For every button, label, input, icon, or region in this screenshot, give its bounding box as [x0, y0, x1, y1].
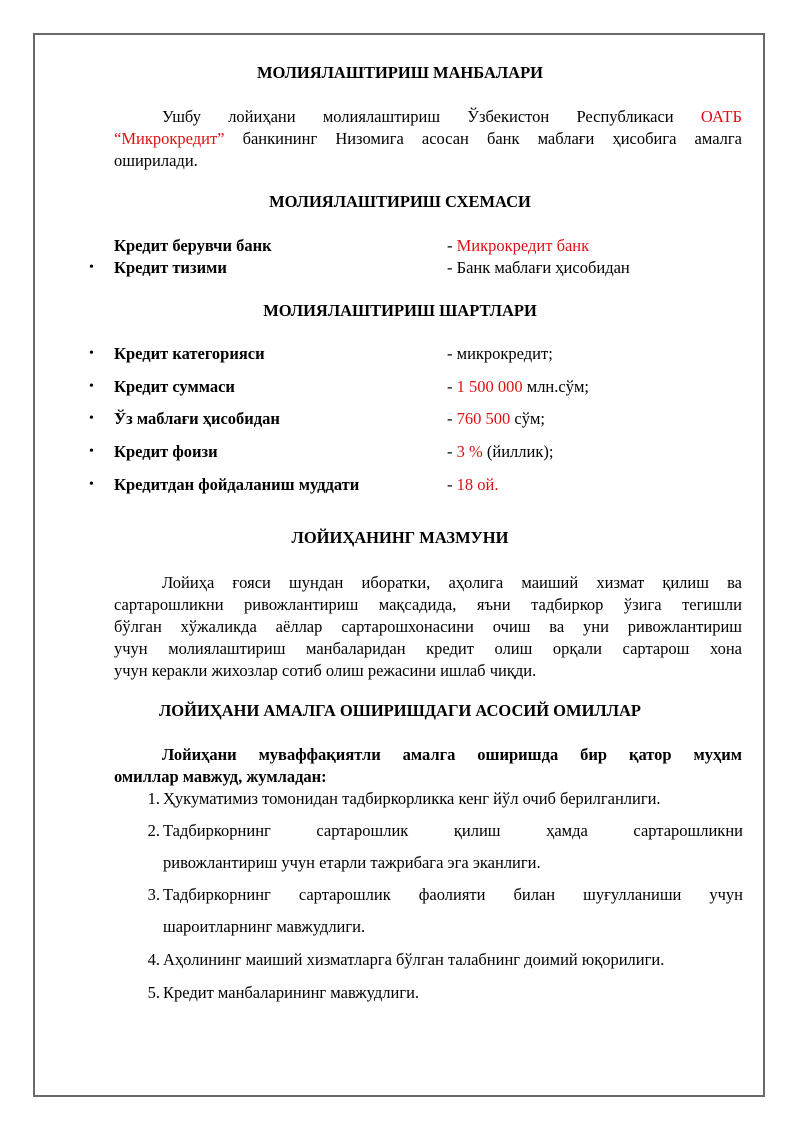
paragraph-line: учун керакли жихозлар сотиб олиш режасини ишлаб чиқди.	[114, 661, 537, 680]
paragraph-line: сартарошликни ривожлантириш мақсадида, яъни тадбиркор ўзига тегишли	[114, 595, 742, 614]
list-item: Ҳукуматимиз томонидан тадбиркорликка кенг йўл очиб берилганлиги.	[163, 789, 661, 808]
bank-name-highlight: “Микрокредит”	[114, 129, 225, 148]
section-title-project-content: ЛОЙИҲАНИНГ МАЗМУНИ	[291, 528, 509, 547]
dash: -	[447, 475, 457, 494]
bank-type-highlight: ОАТБ	[700, 107, 742, 126]
bullet: •	[89, 260, 94, 275]
dash: -	[447, 442, 457, 461]
paragraph-line: оширилади.	[114, 151, 198, 170]
term-value-highlight: 1 500 000	[456, 377, 523, 396]
paragraph-line	[114, 128, 742, 150]
dash: -	[447, 344, 457, 363]
list-number: 5.	[147, 983, 160, 1002]
list-number: 1.	[147, 789, 160, 808]
bullet: •	[89, 346, 94, 361]
scheme-value-system	[447, 258, 630, 278]
bullet: •	[89, 477, 94, 492]
scheme-label-lender: Кредит берувчи банк	[114, 236, 272, 255]
list-item: Тадбиркорнинг сартарошлик қилиш ҳамда сартарошликни	[163, 821, 743, 840]
lender-name: Микрокредит банк	[456, 236, 590, 255]
term-label: Ўз маблағи ҳисобидан	[114, 409, 280, 428]
credit-system-value: Банк маблағи ҳисобидан	[456, 258, 630, 277]
term-label: Кредит категорияси	[114, 344, 265, 363]
term-value-highlight: 760 500	[456, 409, 511, 428]
section-title-funding-terms: МОЛИЯЛАШТИРИШ ШАРТЛАРИ	[263, 301, 537, 320]
paragraph-line: Лойиҳа ғояси шундан иборатки, аҳолига маиший хизмат қилиш ва	[162, 573, 742, 592]
text-span: банкининг Низомига асосан банк маблағи ҳисобига амалга	[224, 129, 742, 148]
term-value-text: млн.сўм;	[522, 377, 589, 396]
term-label: Кредит фоизи	[114, 442, 218, 461]
dash: -	[447, 236, 457, 255]
list-item-continuation: шароитларнинг мавжудлиги.	[163, 917, 366, 936]
funding-sources-paragraph	[114, 106, 742, 172]
term-value-text: .	[494, 475, 499, 494]
paragraph-line: Лойиҳани муваффақиятли амалга оширишда бир қатор муҳим	[162, 745, 742, 764]
list-item: Тадбиркорнинг сартарошлик фаолияти билан шуғулланиши учун	[163, 885, 743, 904]
paragraph-line: учун молиялаштириш манбаларидан кредит олиш орқали сартарош хона	[114, 639, 742, 658]
term-label: Кредит суммаси	[114, 377, 235, 396]
bullet: •	[89, 379, 94, 394]
term-value	[447, 409, 545, 429]
list-number: 3.	[147, 885, 160, 904]
term-value	[447, 442, 553, 462]
list-item: Аҳолининг маиший хизматларга бўлган талабнинг доимий юқорилиги.	[163, 950, 665, 969]
paragraph-line	[114, 106, 742, 128]
term-label: Кредитдан фойдаланиш муддати	[114, 475, 360, 494]
bullet: •	[89, 444, 94, 459]
dash: -	[447, 409, 457, 428]
scheme-label-system: Кредит тизими	[114, 258, 227, 277]
list-item-continuation: ривожлантириш учун етарли тажрибага эга эканлиги.	[163, 853, 541, 872]
term-value-text: (йиллик);	[482, 442, 554, 461]
term-value-text: микрокредит;	[456, 344, 553, 363]
term-value-highlight: 3 %	[456, 442, 483, 461]
list-item: Кредит манбаларининг мавжудлиги.	[163, 983, 420, 1002]
paragraph-line: бўлган хўжаликда аёллар сартарошхонасини очиш ва уни ривожлантириш	[114, 617, 742, 636]
bullet: •	[89, 411, 94, 426]
term-value	[447, 475, 498, 495]
paragraph-line: омиллар мавжуд, жумладан:	[114, 767, 327, 786]
list-number: 4.	[147, 950, 160, 969]
term-value	[447, 377, 589, 397]
term-value	[447, 344, 553, 364]
dash: -	[447, 258, 457, 277]
text-span: Ушбу лойиҳани молиялаштириш Ўзбекистон Республикаси	[162, 107, 701, 126]
key-factors-intro	[114, 744, 742, 788]
project-content-paragraph	[114, 572, 742, 682]
scheme-value-lender	[447, 236, 589, 256]
section-title-funding-scheme: МОЛИЯЛАШТИРИШ СХЕМАСИ	[269, 192, 531, 211]
term-value-text: сўм;	[510, 409, 545, 428]
term-value-highlight: 18 ой	[456, 475, 495, 494]
list-number: 2.	[147, 821, 160, 840]
section-title-funding-sources: МОЛИЯЛАШТИРИШ МАНБАЛАРИ	[256, 63, 543, 82]
section-title-key-factors: ЛОЙИҲАНИ АМАЛГА ОШИРИШДАГИ АСОСИЙ ОМИЛЛАР	[159, 701, 641, 720]
dash: -	[447, 377, 457, 396]
